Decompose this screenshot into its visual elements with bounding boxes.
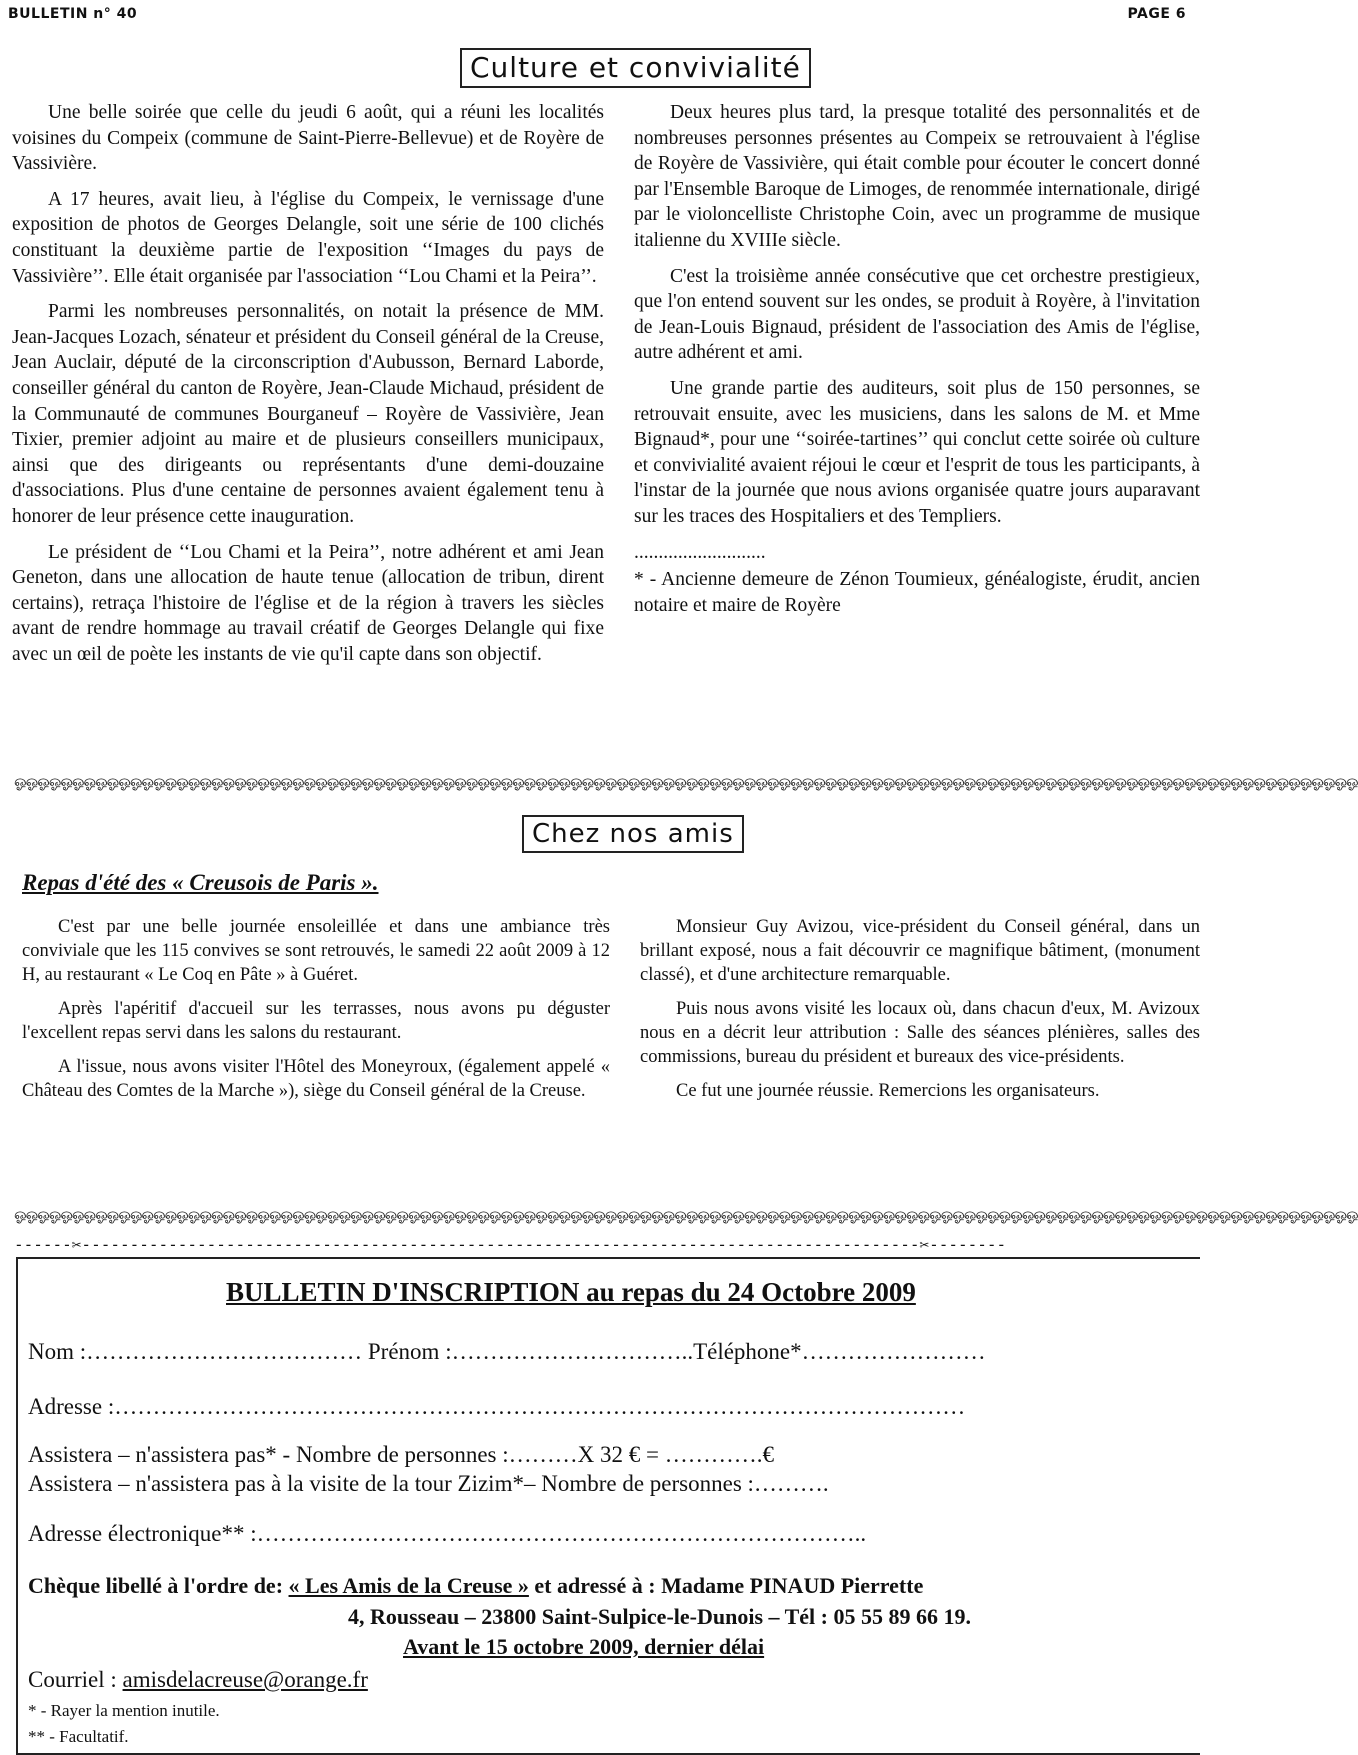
paragraph: Parmi les nombreuses personnalités, on notait la présence de MM. Jean-Jacques Lozach, sénateur et président du Conseil général de la Creuse, Jean Auclair, député de la circonscription d'Aubusson, Bernard Laborde, conseiller général du canton de Royère, Jean-Claude Michaud, président de la Communauté de communes Bourganeuf – Royère de Vassivière, Jean Tixier, premier adjoint au maire et de plusieurs conseillers municipaux, ainsi que des dirigeants ou représentants d'une demi-douzaine d'associations. Plus d'une centaine de personnes avaient également tenu à honorer de leur présence cette inauguration.: [12, 301, 604, 527]
email-contact: [28, 1667, 368, 1693]
email-link[interactable]: amisdelacreuse@orange.fr: [122, 1667, 368, 1692]
section-title-amis: Chez nos amis: [522, 815, 744, 853]
deadline: Avant le 15 octobre 2009, dernier délai: [403, 1634, 765, 1659]
paragraph: Ce fut une journée réussie. Remercions les organisateurs.: [676, 1081, 1100, 1101]
section1-right-column: [634, 100, 1200, 628]
tour-attendance-line[interactable]: Assistera – n'assistera pas à la visite de la tour Zizim*– Nombre de personnes :……….: [28, 1471, 829, 1496]
email-address-line[interactable]: Adresse électronique** :……………………………………………………………………..: [28, 1521, 867, 1546]
section-title-culture: Culture et convivialité: [460, 48, 811, 88]
paragraph: C'est par une belle journée ensoleillée et dans une ambiance très conviviale que les 115 convives se sont retrouvés, le samedi 22 août 2009 à 12 H, au restaurant « Le Coq en Pâte » à Guéret.: [22, 917, 610, 985]
postal-address: 4, Rousseau – 23800 Saint-Sulpice-le-Dunois – Tél : 05 55 89 66 19.: [348, 1604, 971, 1629]
attendance-line[interactable]: Assistera – n'assistera pas* - Nombre de personnes :………X 32 € = ………….€: [28, 1442, 774, 1467]
note-optional: [28, 1727, 129, 1747]
note-optional-strike: [28, 1701, 220, 1721]
article-subheading: Repas d'été des « Creusois de Paris ».: [22, 870, 379, 895]
note-mark: **: [28, 1727, 45, 1746]
form-title: BULLETIN D'INSCRIPTION au repas du 24 Octobre 2009: [226, 1277, 916, 1307]
cheque-instructions: [28, 1573, 923, 1599]
cheque-payee: « Les Amis de la Creuse »: [288, 1573, 529, 1598]
cheque-prefix: Chèque libellé à l'ordre de:: [28, 1573, 284, 1598]
paragraph: A 17 heures, avait lieu, à l'église du Compeix, le vernissage d'une exposition de photos de Georges Delangle, soit une série de 100 clichés constituant la deuxième partie de l'exposition ‘‘Images du pays de Vassivière’’. Elle était organisée par l'association ‘‘Lou Chami et la Peira’’.: [12, 188, 604, 287]
paragraph: C'est la troisième année consécutive que cet orchestre prestigieux, que l'on entend souvent sur les ondes, se produit à Royère, à l'invitation de Jean-Louis Bignaud, président de l'association des Amis de l'église, autre adhérent et ami.: [634, 265, 1200, 364]
footnote: * - Ancienne demeure de Zénon Toumieux, généalogiste, érudit, ancien notaire et maire de Royère: [634, 569, 1200, 616]
paragraph: Puis nous avons visité les locaux où, dans chacun d'eux, M. Avizoux nous en a décrit leur attribution : Salle des séances plénières, salles des commissions, bureau du président et bureaux des vice-présidents.: [640, 999, 1200, 1067]
ornamental-divider: ஓஓஓஓஓஓஓஓஓஓஓஓஓஓஓஓஓஓஓஓஓஓஓஓஓஓஓஓஓஓஓஓஓஓஓஓஓஓஓஓஓஓஓஓஓஓஓஓஓஓஓஓஓஓஓஓஓஓஓஓஓஓஓஓஓஓஓஓஓஓஓஓஓஓஓஓஓஓஓஓஓஓஓஓஓஓஓஓஓஓஓஓஓஓஓஓஓஓஓஓஓஓஓஓஓஓஓஓஓஓஓஓஓஓஓஓ: [14, 1205, 1358, 1223]
note-text: - Rayer la mention inutile.: [40, 1701, 220, 1720]
paragraph: A l'issue, nous avons visiter l'Hôtel des Moneyroux, (également appelé « Château des Comtes de la Marche »), siège du Conseil général de la Creuse.: [22, 1057, 610, 1101]
note-mark: *: [28, 1701, 37, 1720]
section1-left-column: [12, 100, 604, 677]
paragraph: Le président de ‘‘Lou Chami et la Peira’’, notre adhérent et ami Jean Geneton, dans une allocation de haute tenue (allocation de tribun, dirent certains), retraça l'histoire de l'église et de la région à travers les siècles avant de rendre hommage au travail créatif de Georges Delangle qui fixe avec un œil de poète les instants de vie qu'il capte dans son objectif.: [12, 541, 604, 665]
paragraph: Une grande partie des auditeurs, soit plus de 150 personnes, se retrouvait ensuite, avec les musiciens, dans les salons de M. et Mme Bignaud*, pour une ‘‘soirée-tartines’’ qui conclut cette soirée où culture et convivialité avaient réjoui le cœur et l'esprit de tous les participants, à l'instar de la journée que nous avions organisée quatre jours auparavant sur les traces des Hospitaliers et des Templiers.: [634, 377, 1200, 527]
email-label: Courriel :: [28, 1667, 117, 1692]
registration-form: [16, 1257, 1200, 1755]
paragraph: Une belle soirée que celle du jeudi 6 août, qui a réuni les localités voisines du Compeix (commune de Saint-Pierre-Bellevue) et de Royère de Vassivière.: [12, 102, 604, 175]
name-phone-line[interactable]: Nom :……………………………… Prénom :…………………………..Téléphone*……………………: [28, 1339, 986, 1364]
page-number: PAGE 6: [1127, 6, 1186, 22]
paragraph: Après l'apéritif d'accueil sur les terrasses, nous avons pu déguster l'excellent repas servi dans les salons du restaurant.: [22, 999, 610, 1043]
section2-left-column: [22, 915, 610, 1113]
ornamental-divider: ஓஓஓஓஓஓஓஓஓஓஓஓஓஓஓஓஓஓஓஓஓஓஓஓஓஓஓஓஓஓஓஓஓஓஓஓஓஓஓஓஓஓஓஓஓஓஓஓஓஓஓஓஓஓஓஓஓஓஓஓஓஓஓஓஓஓஓஓஓஓஓஓஓஓஓஓஓஓஓஓஓஓஓஓஓஓஓஓஓஓஓஓஓஓஓஓஓஓஓஓஓஓஓஓஓஓஓஓஓஓஓஓஓஓஓஓ: [14, 772, 1358, 790]
address-line[interactable]: Adresse :…………………………………………………………………………………………………: [28, 1394, 966, 1419]
bulletin-number: BULLETIN n° 40: [8, 6, 138, 22]
paragraph: Monsieur Guy Avizou, vice-président du Conseil général, dans un brillant exposé, nous a fait découvrir ce magnifique bâtiment, (monument classé), et d'une architecture remarquable.: [640, 917, 1200, 985]
scissors-cut-line: ------✂---------------------------------------------------------------------------------------✂--------: [14, 1235, 1007, 1254]
note-text: - Facultatif.: [49, 1727, 129, 1746]
section2-right-column: [640, 915, 1200, 1113]
paragraph: Deux heures plus tard, la presque totalité des personnalités et de nombreuses personnes présentes au Compeix se retrouvaient à l'église de Royère de Vassivière, qui était comble pour écouter le concert donné par l'Ensemble Baroque de Limoges, de renommée internationale, dirigé par le violoncelliste Christophe Coin, avec un programme de musique italienne du XVIIIe siècle.: [634, 102, 1200, 251]
cheque-address: et adressé à : Madame PINAUD Pierrette: [534, 1573, 924, 1598]
footnote-separator: ...........................: [634, 541, 766, 563]
